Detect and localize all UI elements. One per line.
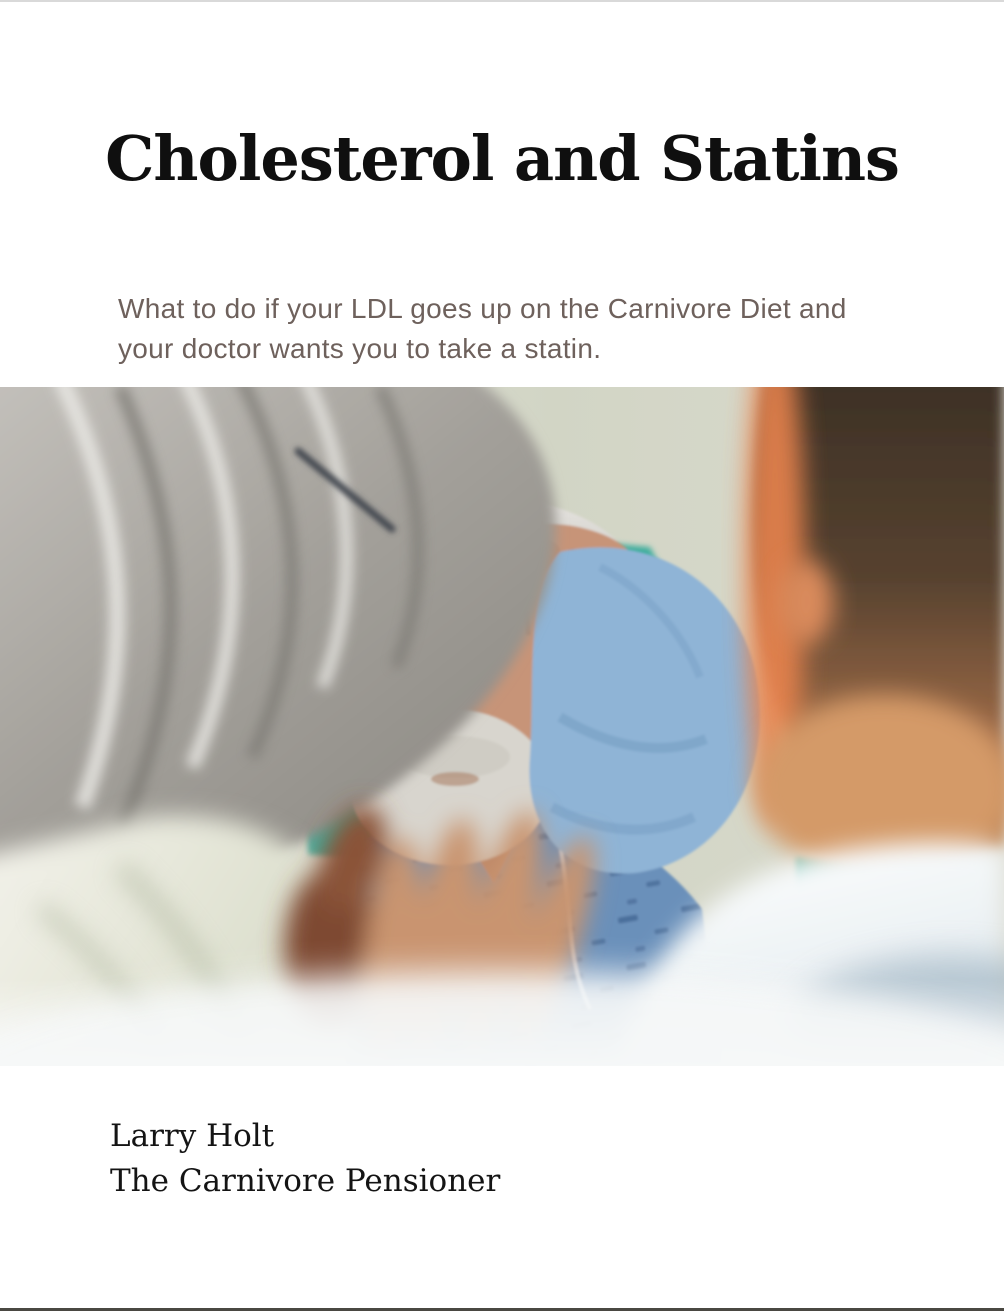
author-tagline: The Carnivore Pensioner [110, 1162, 501, 1199]
cover-title: Cholesterol and Statins [105, 122, 899, 195]
clinician-right-ear [778, 560, 834, 644]
page-top-border [0, 0, 1004, 2]
author-block [110, 1114, 500, 1204]
cover-photo [0, 387, 1004, 1066]
cover-photo-illustration [0, 387, 1004, 1066]
author-name: Larry Holt [110, 1118, 275, 1154]
cover-subtitle: What to do if your LDL goes up on the Carnivore Diet and your doctor wants you to take a statin. [118, 293, 847, 364]
